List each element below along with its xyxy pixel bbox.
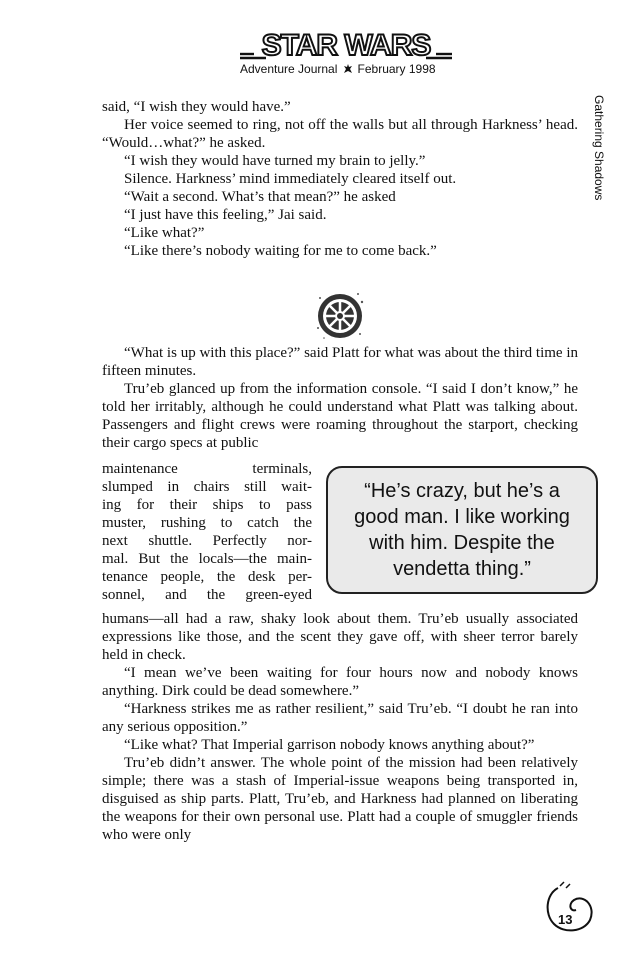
star-wars-logo xyxy=(236,30,456,62)
issue-line xyxy=(240,62,460,76)
paragraph: Tru’eb didn’t answer. The whole point of the mission had been relatively simple; there was a stash of Imperial-issue weapons being transported in, disguised as ship parts. Platt, Tru’eb, and Harkness had planned on liberating the weapons for their own personal use. Platt had a couple of smuggler friends who were only xyxy=(102,755,578,843)
body-text-block-3 xyxy=(102,610,578,844)
paragraph: Her voice seemed to ring, not off the walls but all through Harkness’ head. “Would…what?” he asked. xyxy=(102,117,578,151)
paragraph: said, “I wish they would have.” xyxy=(102,99,291,115)
paragraph: “Like what? That Imperial garrison nobody knows anything about?” xyxy=(124,737,535,753)
running-head xyxy=(590,95,610,225)
wrapped-line: slumped in chairs still wait- xyxy=(102,479,312,495)
wrapped-line: ing for their ships to pass xyxy=(102,497,312,513)
paragraph: “I just have this feeling,” Jai said. xyxy=(124,207,327,223)
paragraph: “Wait a second. What’s that mean?” he asked xyxy=(124,189,396,205)
swirl-ornament-icon xyxy=(538,880,598,936)
wrapped-line: muster, rushing to catch the xyxy=(102,515,312,531)
body-text-block-2 xyxy=(102,344,578,452)
imperial-emblem-icon xyxy=(312,288,368,344)
body-text-wrap-column xyxy=(102,460,312,604)
body-text-block-1 xyxy=(102,98,578,260)
wrapped-line: sonnel, and the green-eyed xyxy=(102,587,312,603)
wrapped-line: next shuttle. Perfectly nor- xyxy=(102,533,312,549)
wrapped-line: tenance people, the desk per- xyxy=(102,569,312,585)
paragraph: “Like what?” xyxy=(124,225,205,241)
page-number: 13 xyxy=(558,912,573,927)
issue-publication: Adventure Journal xyxy=(240,62,338,76)
paragraph: Tru’eb glanced up from the information console. “I said I don’t know,” he told her irritably, although he could understand what Platt was talking about. Passengers and flight crews were roaming throughout the starport, checking their cargo specs at public xyxy=(102,381,578,451)
paragraph: Silence. Harkness’ mind immediately cleared itself out. xyxy=(124,171,457,187)
wrapped-line: maintenance terminals, xyxy=(102,461,312,477)
issue-date: February 1998 xyxy=(357,62,436,76)
paragraph: “Like there’s nobody waiting for me to come back.” xyxy=(124,243,437,259)
paragraph: “I mean we’ve been waiting for four hours now and nobody knows anything. Dirk could be dead somewhere.” xyxy=(102,665,578,699)
pull-quote-line: “He’s crazy, but he’s a xyxy=(364,480,560,502)
paragraph: “What is up with this place?” said Platt for what was about the third time in fifteen minutes. xyxy=(102,345,578,379)
pull-quote-line: with him. Despite the xyxy=(369,532,555,554)
rebel-alliance-icon xyxy=(344,65,355,76)
page-folio xyxy=(538,880,598,936)
paragraph: “Harkness strikes me as rather resilient,” said Tru’eb. “I doubt he ran into any serious opposition.” xyxy=(102,701,578,735)
paragraph: humans—all had a raw, shaky look about them. Tru’eb usually associated expressions like those, and the scent they gave off, with sheer terror barely held in check. xyxy=(102,611,578,663)
running-head-title: Gathering Shadows xyxy=(592,95,606,201)
wrapped-line: mal. But the locals—the main- xyxy=(102,551,312,567)
pull-quote-line: vendetta thing.” xyxy=(393,558,531,580)
pull-quote-line: good man. I like working xyxy=(354,506,570,528)
paragraph: “I wish they would have turned my brain to jelly.” xyxy=(124,153,426,169)
logo-text: STAR WARS xyxy=(261,30,431,62)
masthead xyxy=(236,30,456,78)
pull-quote xyxy=(326,466,598,594)
